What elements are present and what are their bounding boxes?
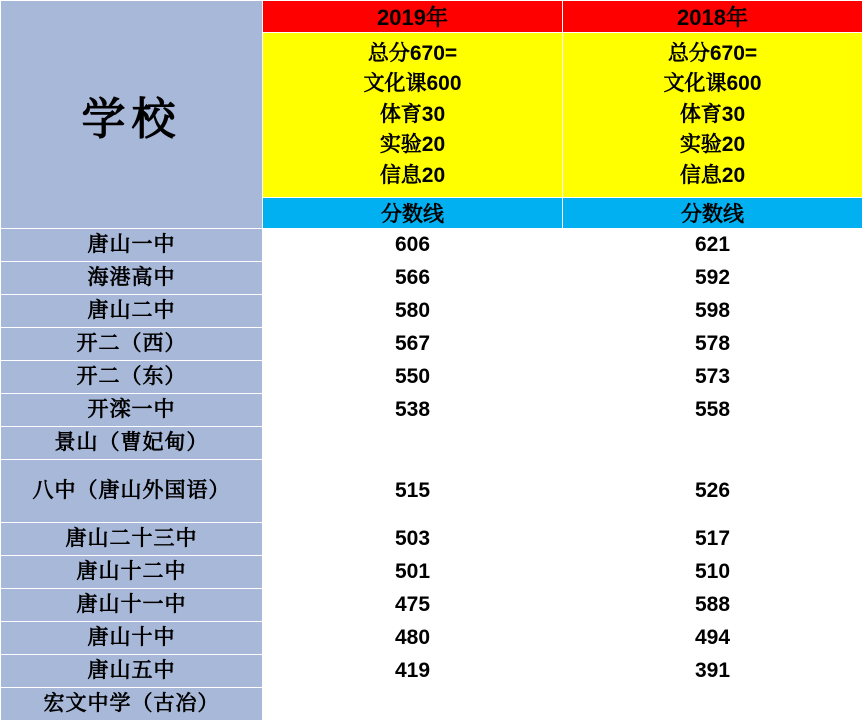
composition-2019-line-2: 文化课600 [363, 72, 462, 96]
table-row [1, 523, 862, 556]
school-name: 宏文中学（古冶） [1, 688, 263, 721]
score-2019: 419 [263, 655, 563, 688]
school-name: 唐山十一中 [1, 589, 263, 622]
composition-2019-line-3: 体育30 [379, 102, 446, 126]
school-name: 唐山五中 [1, 655, 263, 688]
school-name: 开二（西） [1, 328, 263, 361]
score-2018: 588 [563, 589, 862, 622]
score-2019: 567 [263, 328, 563, 361]
table-row [1, 427, 862, 460]
score-2018: 592 [563, 262, 862, 295]
score-2018: 598 [563, 295, 862, 328]
score-2019: 515 [263, 460, 563, 523]
score-2018: 517 [563, 523, 862, 556]
score-2019: 538 [263, 394, 563, 427]
year-header-2019: 2019年 [263, 1, 563, 33]
score-2018: 526 [563, 460, 862, 523]
score-2018 [563, 688, 862, 721]
school-name: 开滦一中 [1, 394, 263, 427]
score-2018: 621 [563, 229, 862, 262]
composition-2018-line-3: 体育30 [679, 102, 746, 126]
school-name: 开二（东） [1, 361, 263, 394]
composition-2019 [263, 33, 563, 198]
table-body [1, 1, 862, 721]
cutline-label-2018: 分数线 [563, 198, 862, 229]
school-name: 唐山十二中 [1, 556, 263, 589]
table-row [1, 361, 862, 394]
table-header-year-row [1, 1, 862, 33]
school-name: 八中（唐山外国语） [1, 460, 263, 523]
score-2018: 558 [563, 394, 862, 427]
table-row [1, 688, 862, 721]
score-2019: 480 [263, 622, 563, 655]
composition-2018-line-2: 文化课600 [663, 72, 762, 96]
school-name: 海港高中 [1, 262, 263, 295]
score-2019: 475 [263, 589, 563, 622]
cutline-label-2019: 分数线 [263, 198, 563, 229]
school-name: 唐山二十三中 [1, 523, 263, 556]
table-row [1, 295, 862, 328]
score-2019 [263, 427, 563, 460]
score-2018: 391 [563, 655, 862, 688]
table-row [1, 229, 862, 262]
composition-2018-line-1: 总分670= [667, 41, 758, 65]
table-row [1, 328, 862, 361]
score-2018: 510 [563, 556, 862, 589]
school-name: 景山（曹妃甸） [1, 427, 263, 460]
table-row [1, 655, 862, 688]
composition-2018-line-4: 实验20 [679, 133, 746, 157]
score-2019 [263, 688, 563, 721]
score-2018 [563, 427, 862, 460]
table-row [1, 589, 862, 622]
table-row [1, 622, 862, 655]
school-name: 唐山二中 [1, 295, 263, 328]
score-2019: 550 [263, 361, 563, 394]
score-2019: 501 [263, 556, 563, 589]
score-2019: 580 [263, 295, 563, 328]
table-row [1, 262, 862, 295]
score-2018: 578 [563, 328, 862, 361]
table-row [1, 556, 862, 589]
score-2019: 503 [263, 523, 563, 556]
composition-2018-line-5: 信息20 [679, 163, 746, 187]
score-2018: 494 [563, 622, 862, 655]
year-header-2018: 2018年 [563, 1, 862, 33]
composition-2019-line-1: 总分670= [367, 41, 458, 65]
composition-2019-line-4: 实验20 [379, 133, 446, 157]
composition-2018 [563, 33, 862, 198]
school-name: 唐山十中 [1, 622, 263, 655]
table-row [1, 460, 862, 523]
score-2019: 606 [263, 229, 563, 262]
table-row [1, 394, 862, 427]
score-2019: 566 [263, 262, 563, 295]
composition-2019-line-5: 信息20 [379, 163, 446, 187]
score-2018: 573 [563, 361, 862, 394]
school-column-header: 学校 [1, 1, 263, 229]
school-name: 唐山一中 [1, 229, 263, 262]
